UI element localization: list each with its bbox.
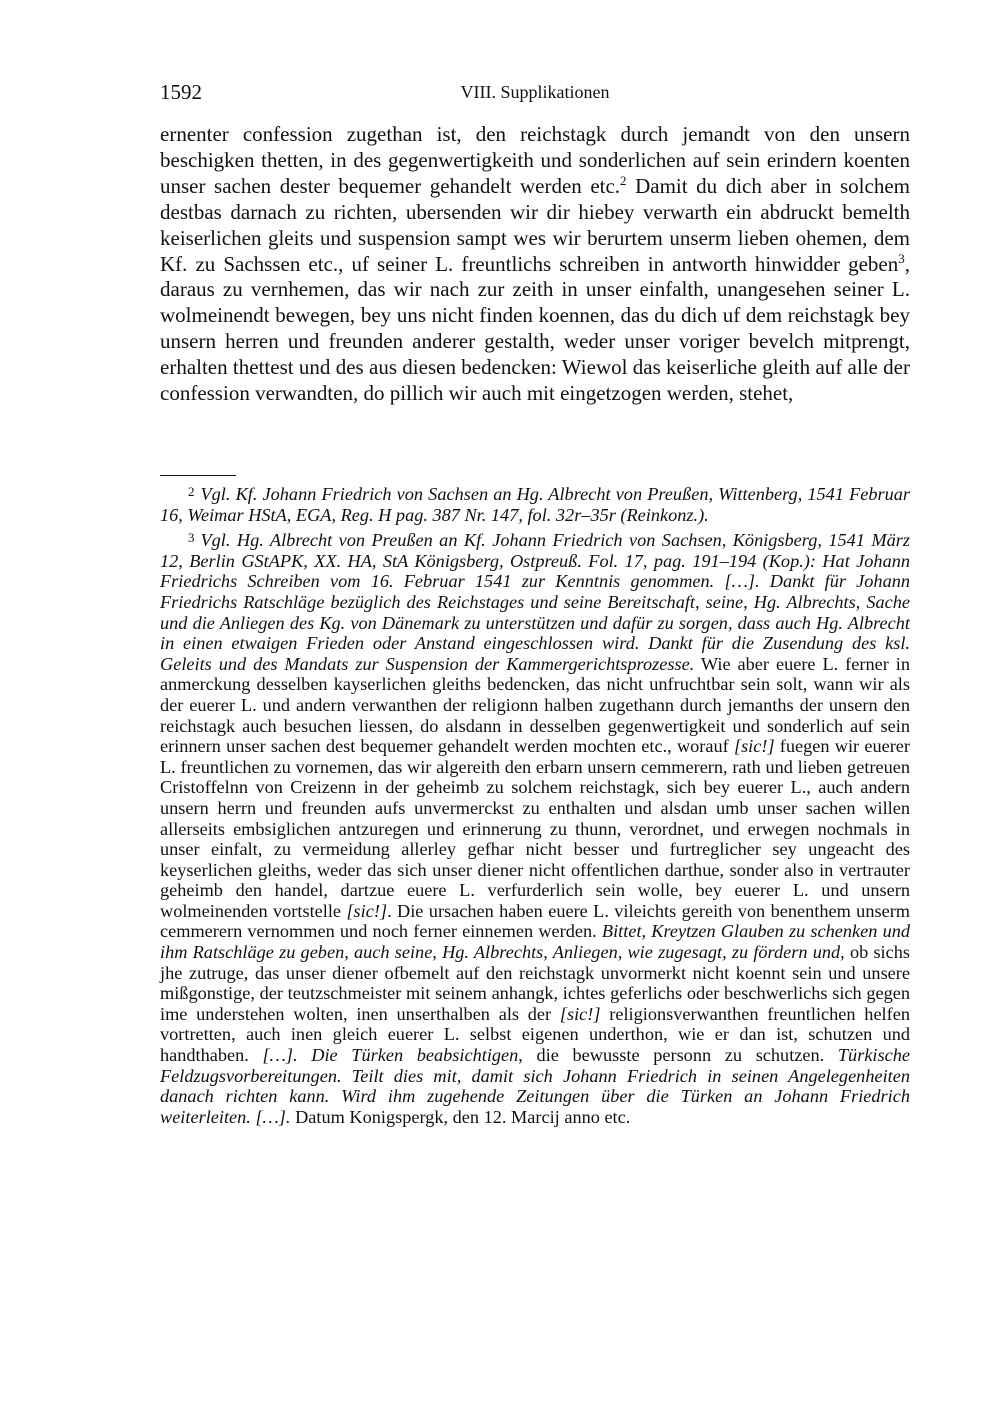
footnote-ref-3[interactable]: 3 xyxy=(898,250,905,266)
main-text-part-c: , daraus zu vernhemen, das wir nach zur zeith in unser einfalth, unangesehen seiner L. wolmeinendt bewegen, bey uns nicht finden koennen, das du dich uf dem reichstagk bey unsern herren und freunden anderer gestalth, weder unser voriger bevelch mitprengt, erhalten thettest und des aus diesen bedencken: Wiewol das keiserliche gleith auf alle der confession verwandten, do pillich wir auch mit eingetzogen werden, stehet, xyxy=(160,251,910,406)
footnote-number: 3 xyxy=(188,530,195,546)
footnote-editorial: Türkische Feldzugsvorbereitungen. Teilt dies mit, damit sich Johann Friedrich in seinen Angelegenheiten danach richten kann. Wird ihm zugehende Zeitungen über die Türken an Johann Friedrich weiterleiten. […]. xyxy=(160,1045,910,1127)
sic-mark: [sic!] xyxy=(346,900,388,921)
footnote-ref-2[interactable]: 2 xyxy=(620,172,627,188)
footnote-quote: religionsverwanthen freuntlichen helfen vortretten, auch inen gleich euerer L. selbst eigenen underthon, wie er dan ist, schutzen und handthaben. xyxy=(160,1003,910,1066)
footnote-quote: Wie aber euere L. ferner in anmerckung desselben kayserlichen gleiths bedencken, das nicht unfruchtbar sein solt, wann wir als der euerer L. und andern verwanthen der religionn halben zugethann durch jemanths der unsern den reichstagk auch besuchen liessen, do alsdann in desselben gegenwertigkeit und sonderlich auf sein erinnern unser sachen dest bequemer gehandelt werden mochten etc., worauf xyxy=(160,653,910,757)
footnotes xyxy=(160,482,910,1130)
footnote-text: Vgl. Kf. Johann Friedrich von Sachsen an Hg. Albrecht von Preußen, Wittenberg, 1541 Februar 16, Weimar HStA, EGA, Reg. H pag. 387 Nr. 147, fol. 32r–35r (Reinkonz.). xyxy=(160,484,910,525)
footnote-quote: Datum Konigspergk, den 12. Marcij anno etc. xyxy=(290,1106,631,1127)
main-text-part-a: ernenter confession zugethan ist, den reichstagk durch jemandt von den unsern beschigken thetten, in des gegenwertigkeith und sonderlichen auf sein erindern koenten unser sachen dester bequemer gehandelt werden etc. xyxy=(160,122,910,198)
footnote-number: 2 xyxy=(188,484,195,499)
main-text xyxy=(160,122,910,407)
footnote-2 xyxy=(160,482,910,525)
footnote-quote: , ob sichs jhe zutruge, das unser diener ofbemelt auf den reichstagk unvormerkt nicht koennt sein und unsere mißgonstige, der teutzschmeister mit seinem anhangk, ichtes geferlichs oder beschwerlichs sich gegen ime understehen wolten, inen unserthalben als der xyxy=(160,942,911,1024)
footnote-editorial: Vgl. Hg. Albrecht von Preußen an Kf. Johann Friedrich von Sachsen, Königsberg, 1541 März 12, Berlin GStAPK, XX. HA, StA Königsberg, Ostpreuß. Fol. 17, pag. 191–194 (Kop.): Hat Johann Friedrichs Schreiben vom 16. Februar 1541 zur Kenntnis genommen. […]. Dankt für Johann Friedrichs Ratschläge bezüglich des Reichstages und seine Bereitschaft, seine, Hg. Albrechts, Sache und die Anliegen des Kg. von Dänemark zu unterstützen und dafür zu sorgen, dass auch Hg. Albrecht in einen etwaigen Frieden oder Anstand eingeschlossen wird. Dankt für die Zusendung des ksl. Geleits und des Mandats zur Suspension der Kammergerichtsprozesse. xyxy=(160,530,910,674)
footnote-divider xyxy=(160,475,236,476)
page-number: 1592 xyxy=(160,80,202,104)
footnote-quote: , die bewusste personn zu schutzen. xyxy=(518,1045,838,1066)
main-text-part-b: Damit du dich aber in solchem destbas darnach zu richten, ubersenden wir dir hiebey verwarth ein abdruckt bemelth keiserlichen gleits und suspension sampt wes wir berurtem unserm lieben ohemen, dem Kf. zu Sachssen etc., uf seiner L. freuntlichs schreiben in antworth hinwidder geben xyxy=(160,173,910,276)
page-header xyxy=(160,80,910,108)
footnote-3 xyxy=(160,528,910,1127)
footnote-editorial: […]. Die Türken beabsichtigen xyxy=(262,1045,519,1066)
footnote-editorial: Bittet, Kreytzen Glauben zu schenken und ihm Ratschläge zu geben, auch seine, Hg. Albrechts, Anliegen, wie zugesagt, zu fördern und xyxy=(160,921,910,963)
running-head: VIII. Supplikationen xyxy=(460,82,610,102)
footnote-quote: . Die ursachen haben euere L. vileichts gereith von benenthem unserm cemmerern vernommen und noch ferner einnemen werden. xyxy=(160,900,910,942)
sic-mark: [sic!] xyxy=(559,1003,601,1024)
sic-mark: [sic!] xyxy=(733,736,775,757)
footnote-quote: fuegen wir euerer L. freuntlichen zu vornemen, das wir algereith den erbarn unsern cemmerern, rath und lieben getreuen Cristoffelnn von Creizenn in der geheimb zu solchem reichstagk, sich bey euerer L., auch andern unsern herrn und freunden aufs unvermerckst zu enthalten und alsdan umb unser sachen willen allerseits embsiglichen antzuregen und erinnerung zu thunn, verordnet, und erwegen nochmals in unser einfalt, zu vermeidung allerley gefhar nicht besser und furtreglicher sey ungeacht des keyserlichen gleiths, weder das sich unser diener nicht offentlichen darthue, sonder also in vertrauter geheimb den handel, dartzue euere L. verfurderlich sein wolle, bey euerer L. und unsern wolmeinenden vortstelle xyxy=(160,736,910,921)
